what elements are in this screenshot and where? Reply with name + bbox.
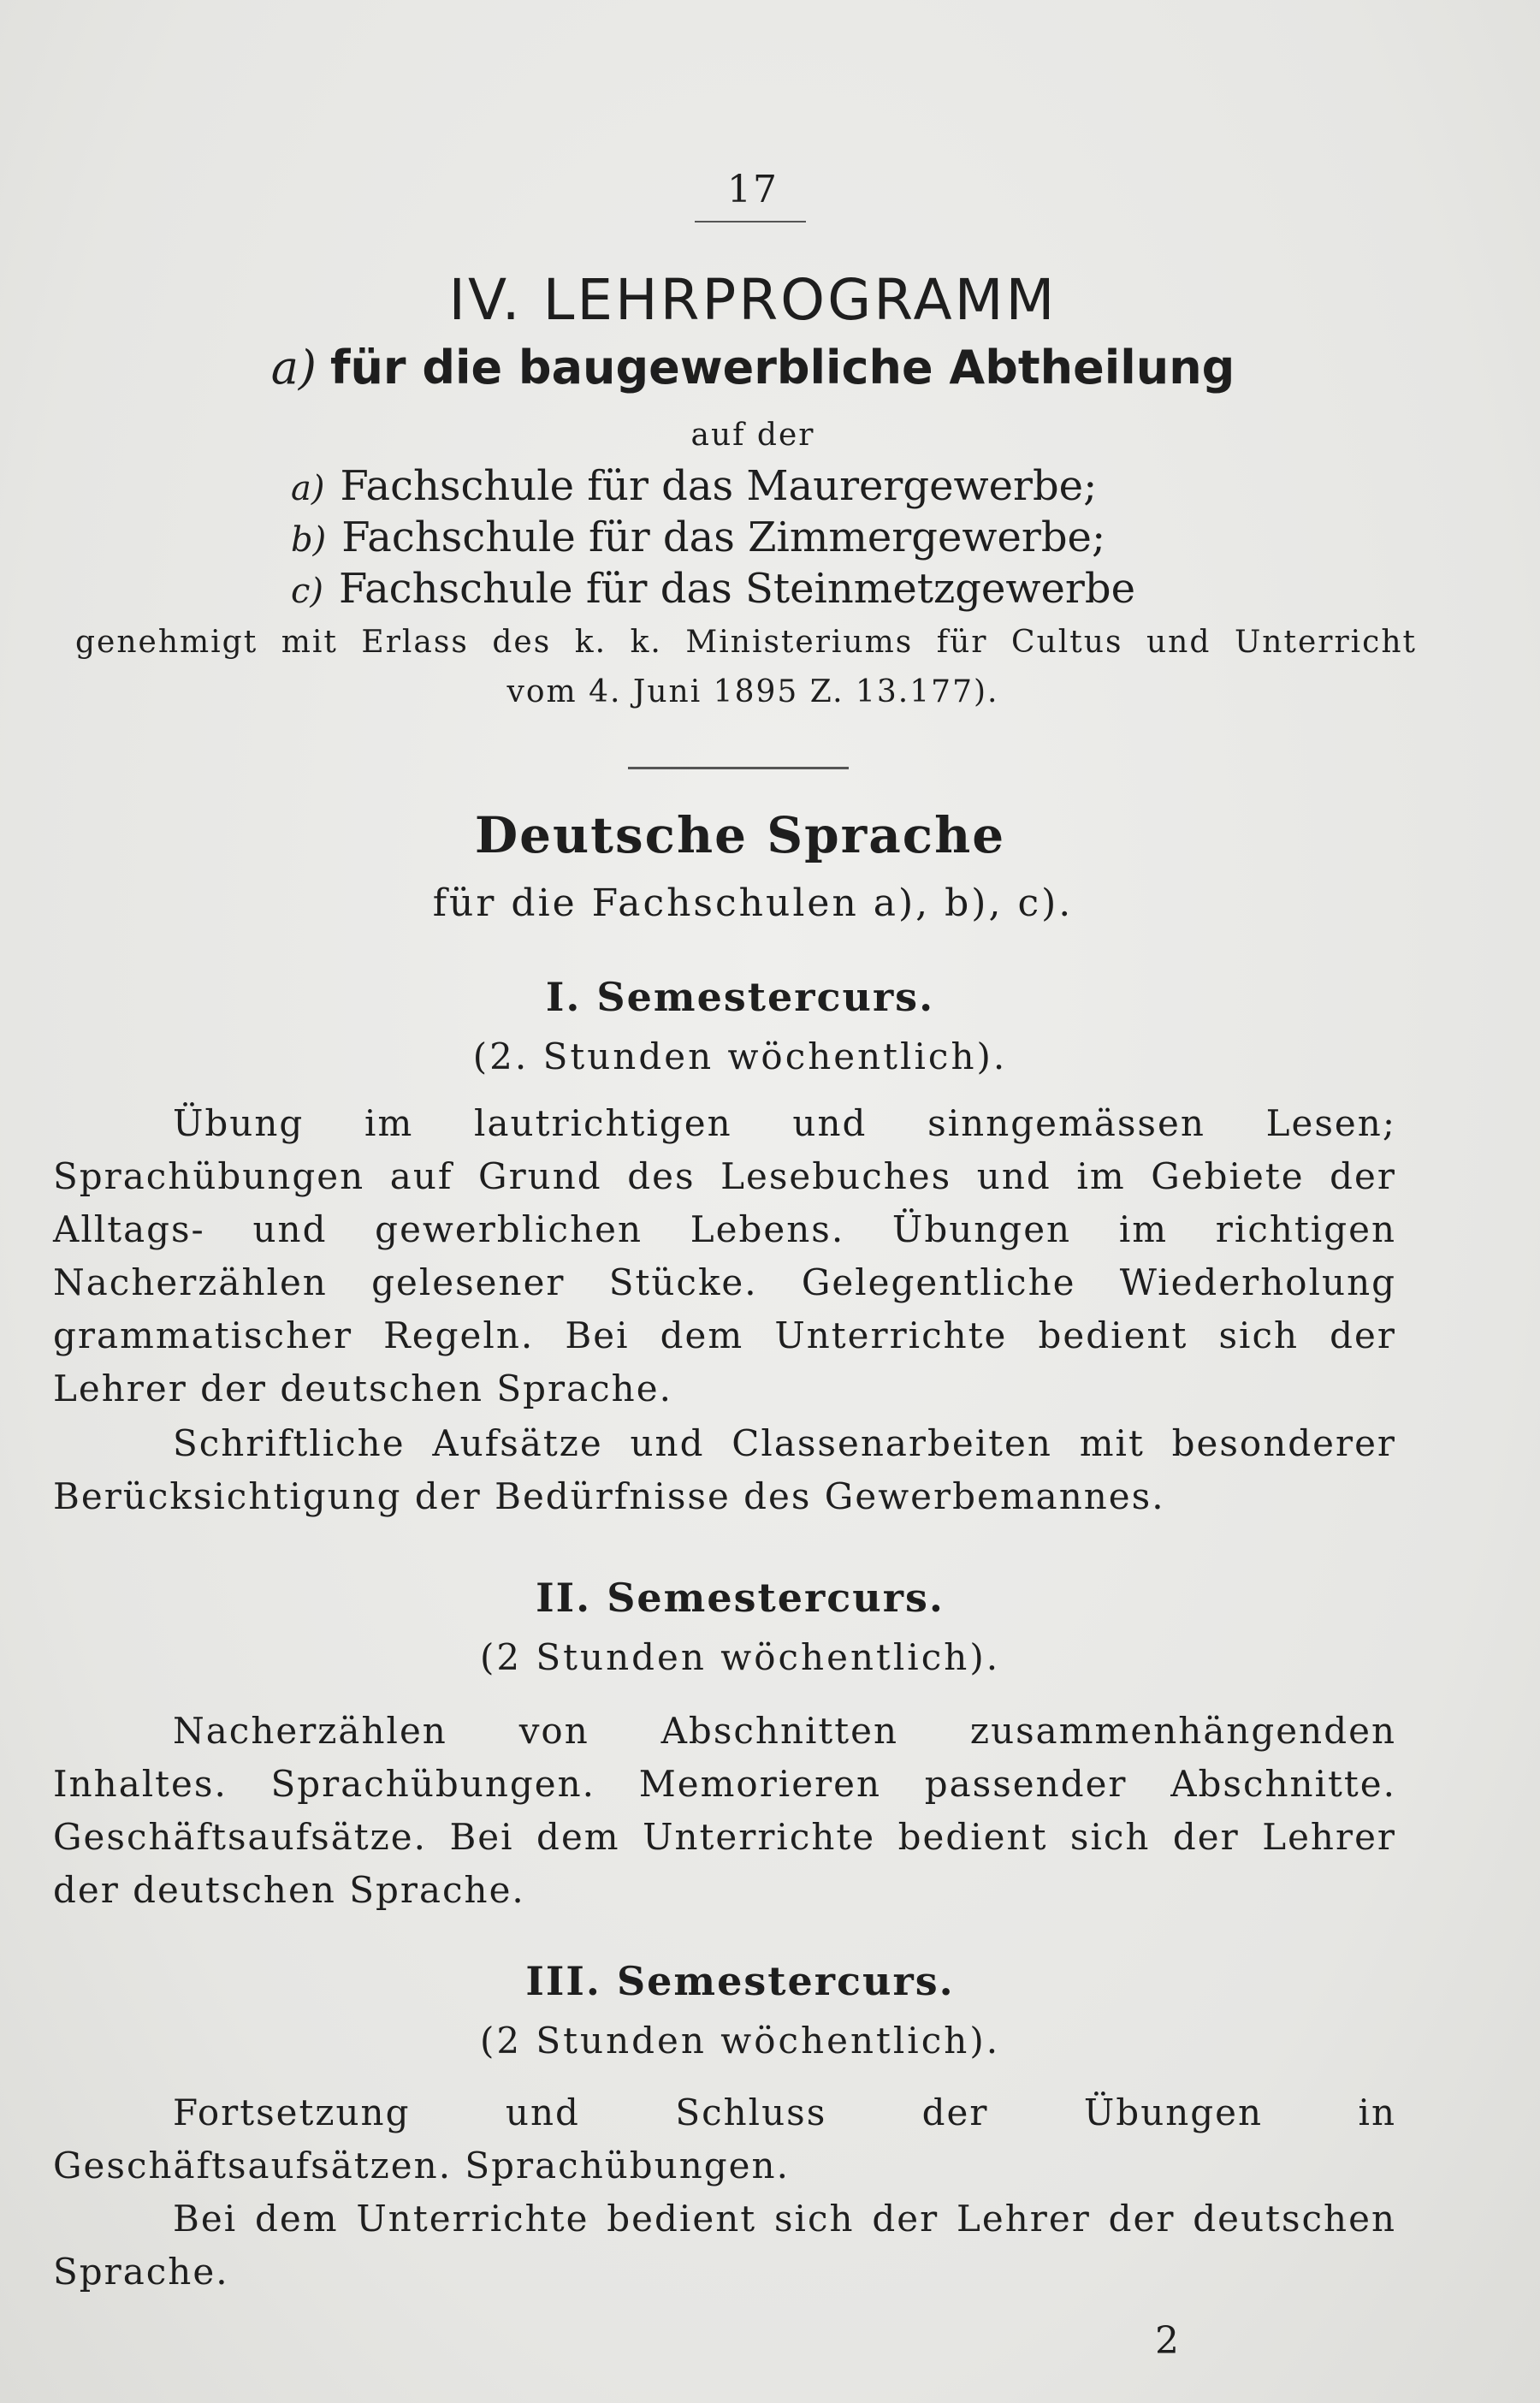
semester-hours: (2 Stunden wöchentlich). <box>479 1636 1001 1678</box>
school-text: Fachschule für das Steinmetzgewerbe <box>339 565 1135 613</box>
signature-mark: 2 <box>1155 2319 1179 2363</box>
school-item-b <box>291 513 1105 561</box>
school-marker: b) <box>291 520 327 560</box>
section-title: Deutsche Sprache <box>474 806 1006 864</box>
school-marker: c) <box>291 572 324 611</box>
semester-title: II. Semestercurs. <box>536 1575 945 1621</box>
semester-paragraph: Übung im lautrichtigen und sinngemässen Lesen; Sprachübungen auf Grund des Lesebuches und im Gebiete der Alltags- und gewerblichen Lebens. Übungen im richtigen Nacherzählen gelesener Stücke. Gelegentliche Wiederholung grammatischer Regeln. Bei dem Unterrichte bedient sich der Lehrer der deutschen Sprache. <box>53 1102 1396 1409</box>
school-marker: a) <box>291 469 325 508</box>
page-number: 17 <box>727 168 779 211</box>
semester-paragraph: Nacherzählen von Abschnitten zusammenhängenden Inhaltes. Sprachübungen. Memorieren passender Abschnitte. Geschäftsaufsätze. Bei dem Unterrichte bedient sich der Lehrer der deutschen Sprache. <box>53 1710 1396 1911</box>
school-text: Fachschule für das Maurergewerbe; <box>340 462 1098 510</box>
semester-paragraph: Fortsetzung und Schluss der Übungen in Geschäftsaufsätzen. Sprachübungen. <box>53 2092 1396 2186</box>
approval-line-1: genehmigt mit Erlass des k. k. Ministeriums für Cultus und Unterricht <box>75 625 1417 660</box>
school-text: Fachschule für das Zimmergewerbe; <box>341 513 1106 561</box>
semester-hours: (2. Stunden wöchentlich). <box>472 1035 1008 1077</box>
page-title: IV. LEHRPROGRAMM <box>448 267 1057 333</box>
department-subtitle <box>0 341 1506 395</box>
semester-paragraph: Bei dem Unterrichte bedient sich der Lehrer der deutschen Sprache. <box>53 2198 1396 2293</box>
semester-title: III. Semestercurs. <box>525 1958 955 2004</box>
semester-paragraph: Schriftliche Aufsätze und Classenarbeiten mit besonderer Berücksichtigung der Bedürfnisse des Gewerbemannes. <box>53 1422 1396 1517</box>
semester-title: I. Semestercurs. <box>545 974 935 1020</box>
section-divider <box>628 767 849 769</box>
section-subtitle: für die Fachschulen a), b), c). <box>432 881 1074 925</box>
school-item-c <box>291 565 1135 613</box>
semester-hours: (2 Stunden wöchentlich). <box>479 2020 1001 2062</box>
school-item-a <box>291 462 1097 510</box>
subtitle-text: für die baugewerbliche Abtheilung <box>329 341 1235 395</box>
approval-line-2: vom 4. Juni 1895 Z. 13.177). <box>506 674 999 709</box>
page-number-rule <box>695 221 806 222</box>
auf-der-label: auf der <box>690 418 815 453</box>
subtitle-marker: a) <box>270 341 317 395</box>
